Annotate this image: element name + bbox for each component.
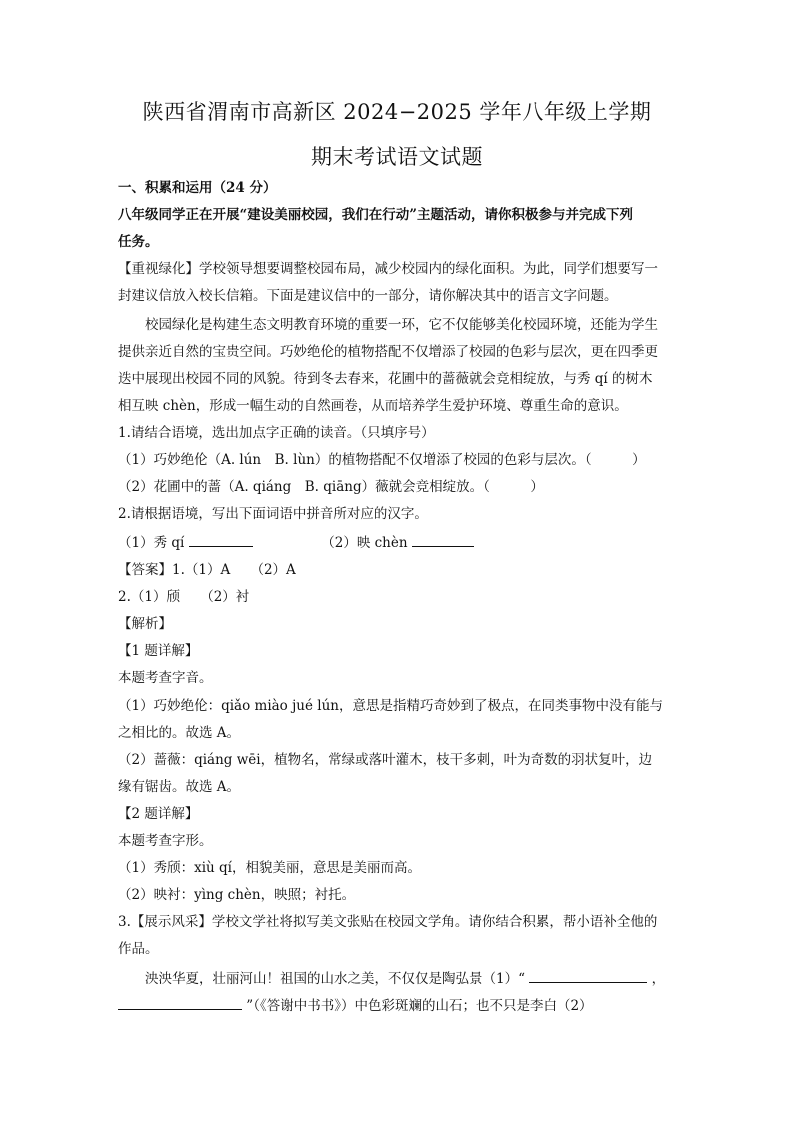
question-line: 作品。 [118,941,159,957]
answer-blank[interactable] [529,968,647,983]
question-line: 1.请结合语境，选出加点字正确的读音。（只填序号） [118,425,435,441]
fill-blank-line [118,968,665,989]
question-line: （1）巧妙绝伦（A. lún B. lùn）的植物搭配不仅增添了校园的色彩与层次。（ ） [118,452,646,468]
passage-text: 泱泱华夏，壮丽河山！祖国的山水之美，不仅仅是陶弘景（1）“ [118,971,525,987]
passage-line: 相互映 chèn，形成一幅生动的自然画卷，从而培养学生爱护环境、尊重生命的意识。 [118,398,628,414]
passage-text: ， [651,971,666,987]
answer-blank[interactable] [412,532,474,547]
task-intro-line: 任务。 [118,234,159,250]
fill-blank-line [118,995,593,1016]
analysis-subheading: 【1 题详解】 [118,643,199,659]
section-heading: 一、积累和运用（24 分） [118,180,277,196]
document-title-line-1: 陕西省渭南市高新区 2024−2025 学年八年级上学期 [142,100,652,124]
passage-line: 提供亲近自然的宝贵空间。巧妙绝伦的植物搭配不仅增添了校园的色彩与层次，更在四季更 [118,344,658,360]
answer-blank[interactable] [118,995,242,1010]
analysis-line: 本题考查字形。 [118,833,213,849]
analysis-line: 之相比的。故选 A。 [118,725,241,741]
paragraph-line: 封建议信放入校长信箱。下面是建议信中的一部分，请你解决其中的语言文字问题。 [118,288,618,304]
fill-blank-line [118,532,474,553]
question-line: 3.【展示风采】学校文学社将拟写美文张贴在校园文学角。请你结合积累，帮小语补全他的 [118,914,658,930]
task-intro-line: 八年级同学正在开展“建设美丽校园，我们在行动”主题活动，请你积极参与并完成下列 [118,207,634,223]
analysis-heading: 【解析】 [118,616,172,632]
analysis-line: 本题考查字音。 [118,670,213,686]
fill-blank-label: （1）秀 qí [118,535,185,551]
document-title-line-2: 期末考试语文试题 [311,145,483,169]
analysis-line: （1）巧妙绝伦：qiǎo miào jué lún，意思是指精巧奇妙到了极点，在同类事物中没有能与 [118,698,663,714]
paragraph-line: 【重视绿化】学校领导想要调整校园布局，减少校园内的绿化面积。为此，同学们想要写一 [118,261,658,277]
analysis-line: （1）秀颀：xiù qí，相貌美丽，意思是美丽而高。 [118,860,421,876]
question-line: （2）花圃中的蔷（A. qiáng B. qiāng）薇就会竞相绽放。（ ） [118,479,544,495]
answer-blank[interactable] [189,532,253,547]
passage-line: 迭中展现出校园不同的风貌。待到冬去春来，花圃中的蔷薇就会竞相绽放，与秀 qí 的树木 [118,371,653,387]
analysis-subheading: 【2 题详解】 [118,806,199,822]
answer-line: 2.（1）颀 （2）衬 [118,589,250,605]
passage-text: ”（《答谢中书书》）中色彩斑斓的山石；也不只是李白（2） [246,998,593,1014]
question-line: 2.请根据语境，写出下面词语中拼音所对应的汉字。 [118,506,428,522]
passage-line: 校园绿化是构建生态文明教育环境的重要一环，它不仅能够美化校园环境，还能为学生 [118,317,658,333]
answer-line: 【答案】1.（1）A （2）A [118,562,296,578]
fill-blank-label: （2）映 chèn [321,535,408,551]
analysis-line: （2）蔷薇：qiáng wēi，植物名，常绿或落叶灌木，枝干多刺，叶为奇数的羽状复叶，边 [118,752,653,768]
analysis-line: （2）映衬：yìng chèn，映照；衬托。 [118,887,356,903]
analysis-line: 缘有锯齿。故选 A。 [118,779,241,795]
